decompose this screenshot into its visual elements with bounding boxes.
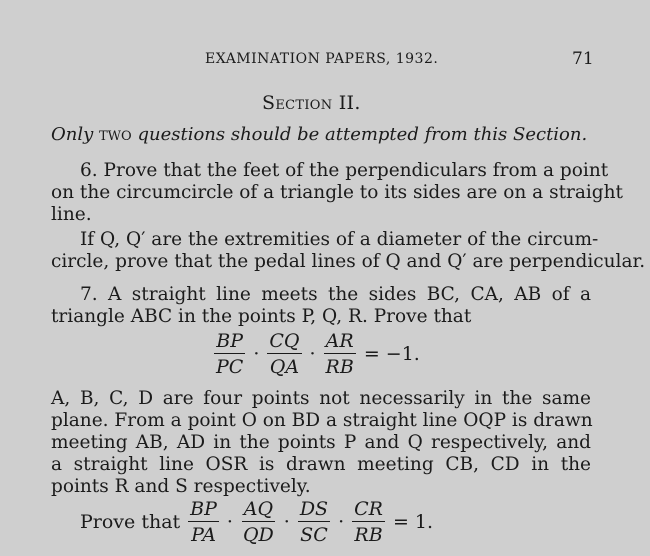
section-title: Section II. — [262, 92, 361, 114]
instruction-part-1: Only — [51, 124, 94, 145]
page-number: 71 — [572, 49, 594, 69]
section-instruction — [51, 124, 587, 145]
numerator: AR — [325, 330, 354, 352]
q6-line-4: If Q, Q′ are the extremities of a diameter of the circum- — [80, 229, 599, 250]
formula-1 — [212, 330, 426, 378]
numerator: DS — [299, 498, 329, 520]
formula-2-fraction — [188, 498, 219, 546]
q7-para2-line-3: meeting AB, AD in the points P and Q respectively, and — [51, 432, 591, 453]
running-title: EXAMINATION PAPERS, 1932. — [205, 51, 439, 67]
dot-operator: · — [283, 511, 290, 533]
formula-2-result: = 1. — [392, 511, 434, 533]
formula-1-fraction — [267, 330, 301, 378]
numerator: AQ — [243, 498, 274, 520]
q6-line-5: circle, prove that the pedal lines of Q and Q′ are perpendicular. — [51, 251, 646, 272]
denominator: RB — [325, 356, 354, 378]
q7-para2-line-4: a straight line OSR is drawn meeting CB, CD in the — [51, 454, 591, 475]
formula-2 — [80, 498, 439, 546]
dot-operator: · — [338, 511, 345, 533]
q7-para2-line-1: A, B, C, D are four points not necessarily in the same — [51, 388, 591, 409]
numerator: BP — [216, 330, 244, 352]
formula-1-fraction — [324, 330, 356, 378]
formula-2-fraction — [298, 498, 330, 546]
denominator: SC — [300, 524, 328, 546]
q6-line-2: on the circumcircle of a triangle to its sides are on a straight — [51, 182, 623, 203]
dot-operator: · — [253, 343, 260, 365]
denominator: PA — [191, 524, 216, 546]
q7-line-1: 7. A straight line meets the sides BC, CA, AB of a — [80, 284, 591, 305]
q7-para2-line-5: points R and S respectively. — [51, 476, 311, 497]
numerator: CR — [354, 498, 383, 520]
formula-1-fraction — [214, 330, 245, 378]
formula-2-fraction — [352, 498, 385, 546]
q6-line-1: 6. Prove that the feet of the perpendiculars from a point — [80, 160, 609, 181]
denominator: RB — [354, 524, 383, 546]
numerator: BP — [190, 498, 217, 520]
instruction-small-caps: two — [99, 124, 132, 145]
numerator: CQ — [269, 330, 300, 352]
prove-label: Prove that — [80, 511, 181, 533]
instruction-part-2: questions should be attempted from this Section. — [137, 124, 588, 145]
denominator: QD — [242, 524, 274, 546]
q6-line-3: line. — [51, 204, 92, 225]
formula-1-result: = −1. — [363, 343, 420, 365]
q7-line-2: triangle ABC in the points P, Q, R. Prove that — [51, 306, 472, 327]
denominator: QA — [269, 356, 300, 378]
formula-2-fraction — [241, 498, 276, 546]
q7-para2-line-2: plane. From a point O on BD a straight line OQP is drawn — [51, 410, 593, 431]
dot-operator: · — [309, 343, 316, 365]
denominator: PC — [216, 356, 244, 378]
dot-operator: · — [226, 511, 233, 533]
